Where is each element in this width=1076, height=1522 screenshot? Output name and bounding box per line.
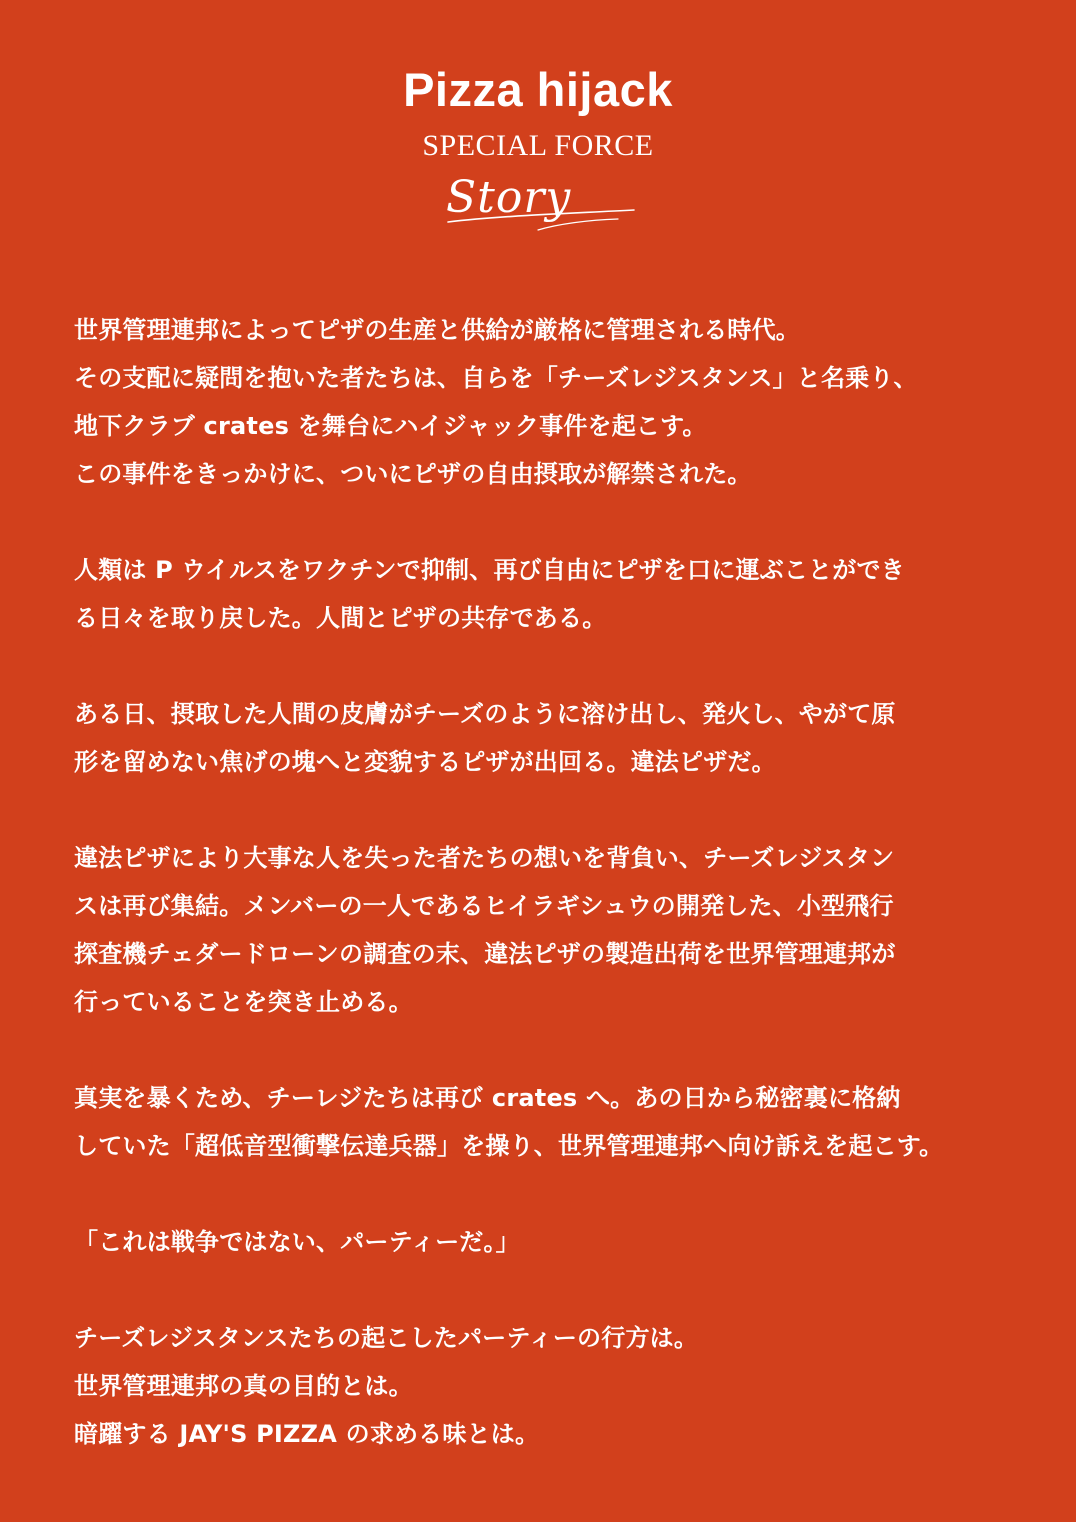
- story-paragraph: [74, 306, 1014, 498]
- story-paragraph: [74, 834, 1014, 1026]
- story-line: 地下クラブ crates を舞台にハイジャック事件を起こす。: [74, 412, 707, 440]
- story-line: 人類は P ウイルスをワクチンで抑制、再び自由にピザを口に運ぶことができ: [74, 556, 905, 584]
- story-paragraph: [74, 546, 1014, 642]
- story-body: [74, 306, 1014, 1506]
- story-script-logo: [438, 172, 638, 234]
- story-line: 世界管理連邦によってピザの生産と供給が厳格に管理される時代。: [74, 316, 800, 344]
- story-line: 真実を暴くため、チーレジたちは再び crates へ。あの日から秘密裏に格納: [74, 1084, 901, 1112]
- story-line: していた「超低音型衝撃伝達兵器」を操り、世界管理連邦へ向け訴えを起こす。: [74, 1132, 944, 1160]
- story-header: [0, 62, 1076, 234]
- story-line: 形を留めない焦げの塊へと変貌するピザが出回る。違法ピザだ。: [74, 748, 776, 776]
- story-line: る日々を取り戻した。人間とピザの共存である。: [74, 604, 607, 632]
- story-paragraph: [74, 690, 1014, 786]
- page-title: Pizza hijack: [403, 63, 673, 116]
- story-line: スは再び集結。メンバーの一人であるヒイラギシュウの開発した、小型飛行: [74, 892, 894, 920]
- story-line: 暗躍する JAY'S PIZZA の求める味とは。: [74, 1420, 540, 1448]
- story-paragraph: [74, 1074, 1014, 1170]
- story-line: その支配に疑問を抱いた者たちは、自らを「チーズレジスタンス」と名乗り、: [74, 364, 918, 392]
- story-line: 「これは戦争ではない、パーティーだ。」: [74, 1228, 520, 1256]
- story-line: 探査機チェダードローンの調査の末、違法ピザの製造出荷を世界管理連邦が: [74, 940, 896, 968]
- story-paragraph: [74, 1314, 1014, 1458]
- story-line: この事件をきっかけに、ついにピザの自由摂取が解禁された。: [74, 460, 752, 488]
- story-line: 違法ピザにより大事な人を失った者たちの想いを背負い、チーズレジスタン: [74, 844, 895, 872]
- story-line: ある日、摂取した人間の皮膚がチーズのように溶け出し、発火し、やがて原: [74, 700, 896, 728]
- story-line: 世界管理連邦の真の目的とは。: [74, 1372, 413, 1400]
- story-script-text: Story: [446, 172, 572, 223]
- page-subtitle: SPECIAL FORCE: [422, 129, 654, 162]
- story-line: チーズレジスタンスたちの起こしたパーティーの行方は。: [74, 1324, 699, 1352]
- story-line: 行っていることを突き止める。: [74, 988, 413, 1016]
- story-paragraph: [74, 1218, 1014, 1266]
